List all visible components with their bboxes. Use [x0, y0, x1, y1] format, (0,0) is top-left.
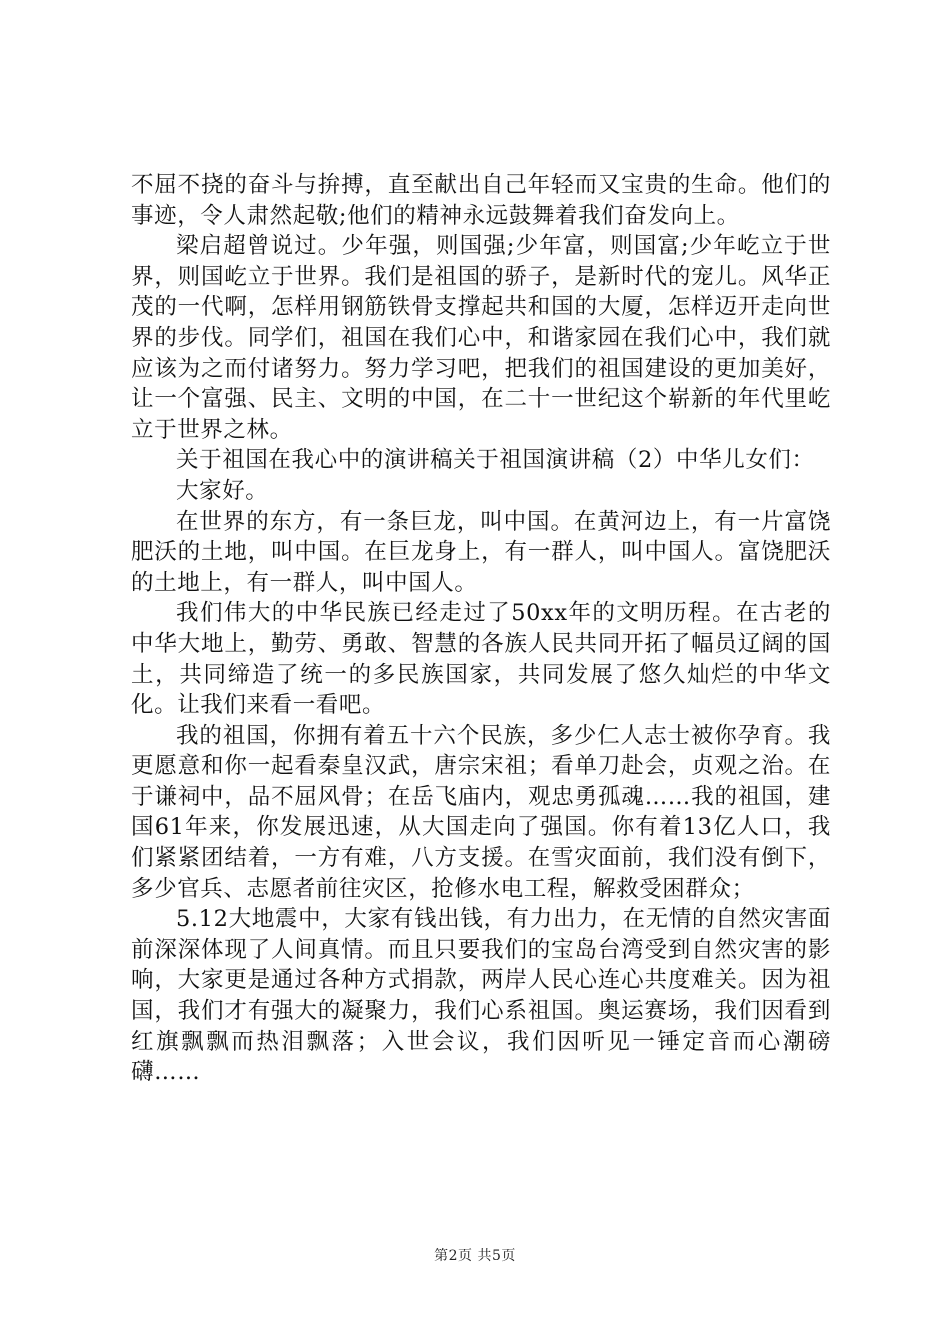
paragraph-3: 关于祖国在我心中的演讲稿关于祖国演讲稿（2）中华儿女们：	[176, 447, 815, 474]
paragraph-8: 5.12大地震中，大家有钱出钱，有力出力，在无情的自然灾害面前深深体现了人间真情。而且只要我们的宝岛台湾受到自然灾害的影响，大家更是通过各种方式捐款，两岸人民心连心共度难关。因为祖国，我们才有强大的凝聚力，我们心系祖国。奥运赛场，我们因看到红旗飘飘而热泪飘落；入世会议，我们因听见一锤定音而心潮磅礴……	[131, 906, 831, 1086]
paragraph-5: 在世界的东方，有一条巨龙，叫中国。在黄河边上，有一片富饶肥沃的土地，叫中国。在巨龙身上，有一群人，叫中国人。富饶肥沃的土地上，有一群人，叫中国人。	[131, 508, 831, 596]
page-footer: 第2页 共5页	[434, 1248, 516, 1264]
paragraph-6: 我们伟大的中华民族已经走过了50xx年的文明历程。在古老的中华大地上，勤劳、勇敢、智慧的各族人民共同开拓了幅员辽阔的国土，共同缔造了统一的多民族国家，共同发展了悠久灿烂的中华文化。让我们来看一看吧。	[131, 600, 831, 719]
document-body	[131, 170, 831, 1088]
paragraph-1: 不屈不挠的奋斗与拚搏，直至献出自己年轻而又宝贵的生命。他们的事迹，令人肃然起敬;他们的精神永远鼓舞着我们奋发向上。	[131, 172, 831, 229]
paragraph-7: 我的祖国，你拥有着五十六个民族，多少仁人志士被你孕育。我更愿意和你一起看秦皇汉武，唐宗宋祖；看单刀赴会，贞观之治。在于谦祠中，品不屈风骨；在岳飞庙内，观忠勇孤魂……我的祖国，建国61年来，你发展迅速，从大国走向了强国。你有着13亿人口，我们紧紧团结着，一方有难，八方支援。在雪灾面前，我们没有倒下，多少官兵、志愿者前往灾区，抢修水电工程，解救受困群众；	[131, 722, 831, 902]
paragraph-4: 大家好。	[176, 477, 269, 504]
paragraph-2: 梁启超曾说过。少年强，则国强;少年富，则国富;少年屹立于世界，则国屹立于世界。我们是祖国的骄子，是新时代的宠儿。风华正茂的一代啊，怎样用钢筋铁骨支撑起共和国的大厦，怎样迈开走向世界的步伐。同学们，祖国在我们心中，和谐家园在我们心中，我们就应该为之而付诸努力。努力学习吧，把我们的祖国建设的更加美好，让一个富强、民主、文明的中国，在二十一世纪这个崭新的年代里屹立于世界之林。	[131, 233, 831, 443]
